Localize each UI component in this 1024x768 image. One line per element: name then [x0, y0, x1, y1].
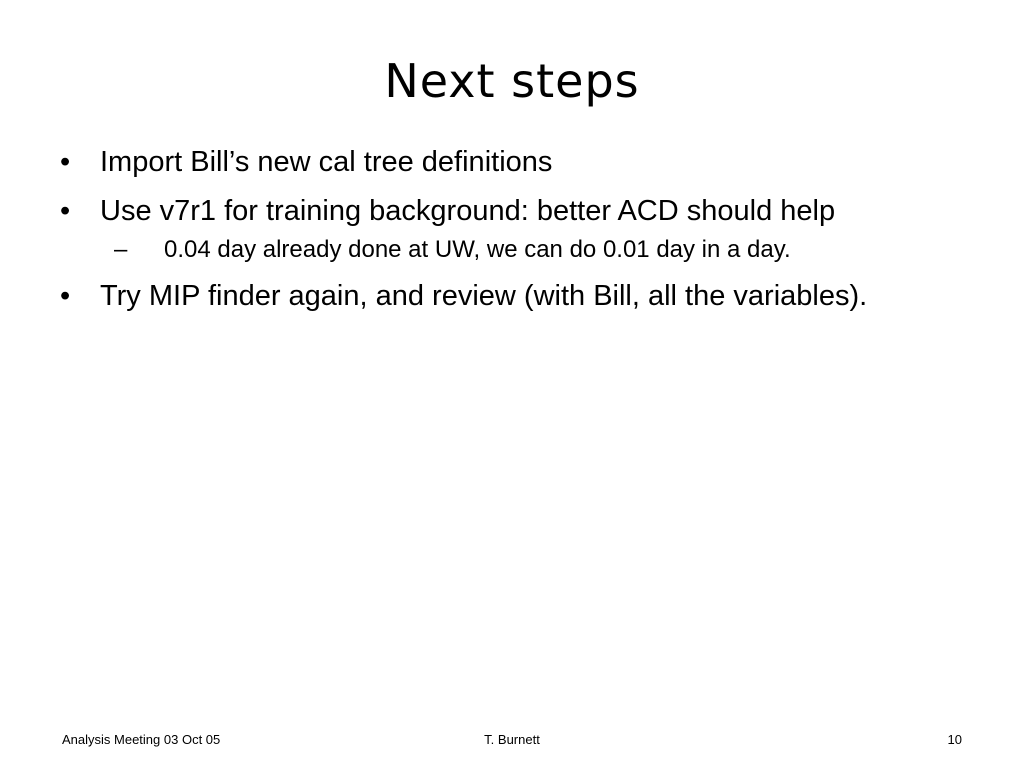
bullet-item	[58, 276, 938, 316]
bullet-text: Use v7r1 for training background: better ACD should help	[100, 195, 836, 227]
bullet-text: Import Bill’s new cal tree definitions	[100, 146, 553, 178]
bullet-marker: •	[60, 146, 71, 178]
bullet-item	[58, 142, 938, 182]
sub-bullet-marker: –	[114, 236, 128, 263]
footer-author: T. Burnett	[484, 732, 540, 747]
bullet-marker: •	[60, 195, 71, 227]
footer-page-number: 10	[947, 732, 962, 747]
slide-title: Next steps	[384, 54, 640, 108]
sub-bullet-item	[58, 234, 938, 266]
footer-meeting: Analysis Meeting 03 Oct 05	[62, 732, 221, 747]
bullet-text: Try MIP finder again, and review (with Bill, all the variables).	[100, 280, 868, 312]
sub-bullet-text: 0.04 day already done at UW, we can do 0.01 day in a day.	[164, 236, 791, 263]
bullet-item	[58, 191, 938, 231]
slide-body	[58, 142, 938, 325]
bullet-marker: •	[60, 280, 71, 312]
